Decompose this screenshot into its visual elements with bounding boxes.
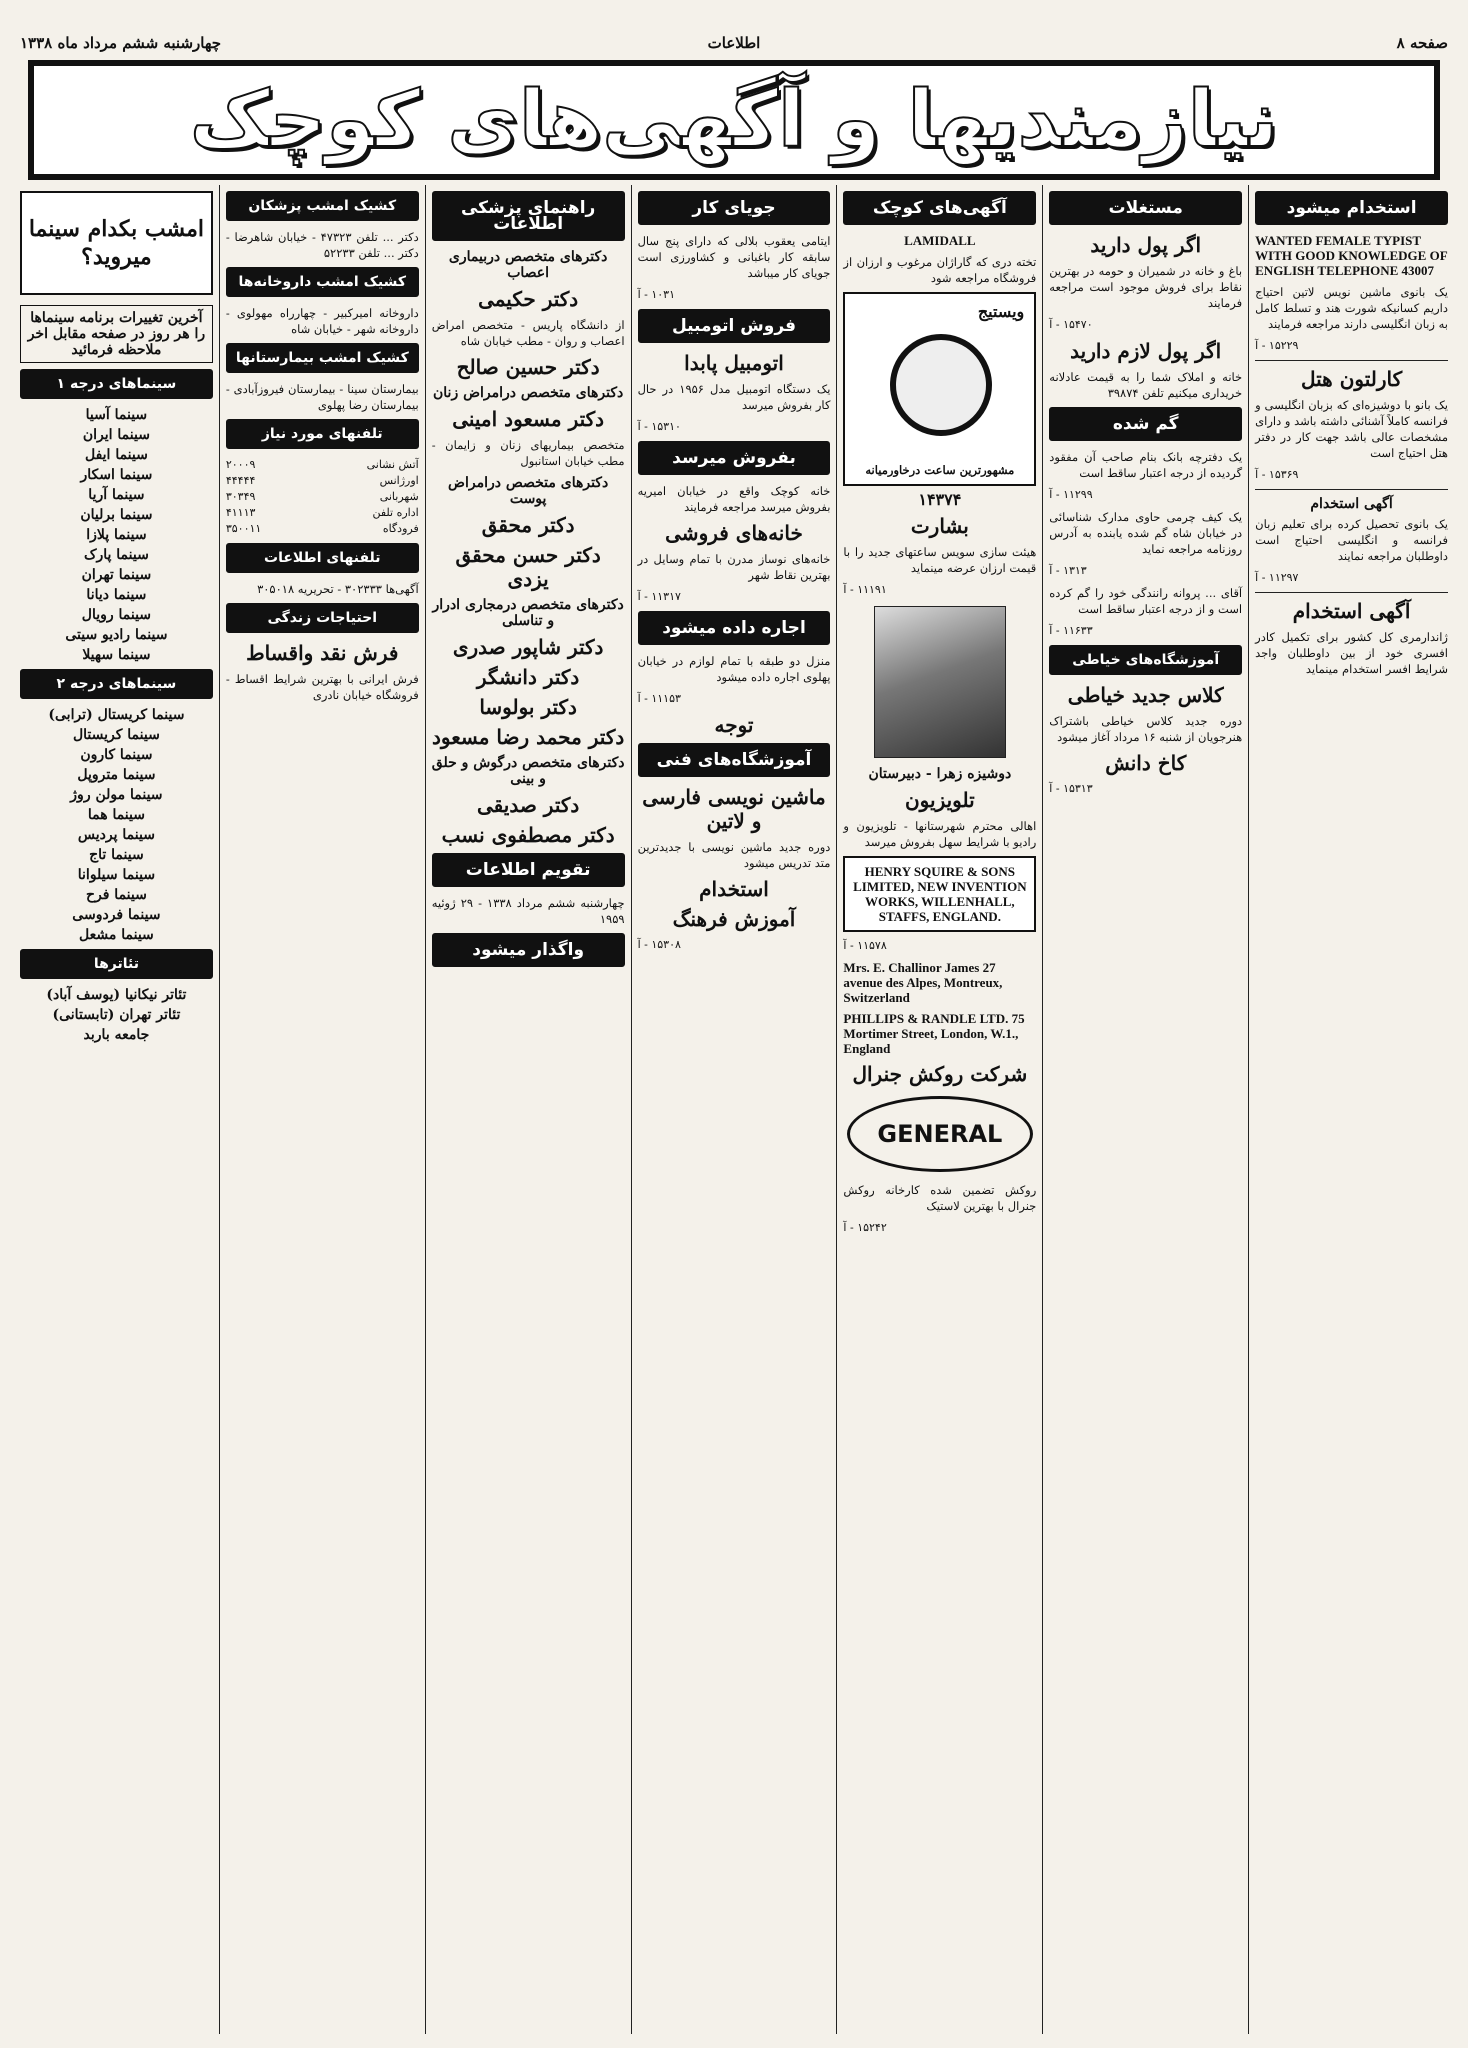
cinema-name: سینما پلازا	[86, 527, 147, 543]
columns	[14, 185, 1454, 2034]
section-head-cinemas-1: سینماهای درجه ۱	[20, 369, 213, 399]
cinema-name: سینما پارک	[83, 547, 149, 563]
cinema-note: آخرین تغییرات برنامه سینماها را هر روز در صفحه مقابل اخر ملاحظه فرمائید	[20, 305, 213, 363]
ad-text: یک دستگاه اتومبیل مدل ۱۹۵۶ در حال کار بفروش میرسد	[637, 382, 831, 412]
ad-text: باغ و خانه در شمیران و حومه در بهترین نقاط برای فروش موجود است مراجعه فرمایند	[1049, 264, 1243, 310]
ad-text: یک دفترچه بانک بنام صاحب آن مفقود گردیده از درجه اعتبار ساقط است	[1049, 450, 1243, 480]
ad-ref: ۱۱۵۷۸ - آ	[843, 939, 887, 952]
divider	[1255, 360, 1448, 361]
ad-text: یک بانوی تحصیل کرده برای تعلیم زبان فرانسه و انگلیسی احتیاج است داوطلبان مراجعه نمایند	[1255, 517, 1448, 563]
column-cinemas	[14, 185, 219, 2034]
ad-title: آموزش فرهنگ	[672, 907, 796, 931]
ad-title: دکترهای متخصص درمجاری ادرار و تناسلی	[432, 597, 624, 629]
photo-caption: دوشیزه زهرا - دبیرستان	[868, 766, 1012, 782]
ad-title: توجه	[714, 713, 754, 737]
ad-title: آگهی استخدام	[1310, 496, 1393, 512]
cinema-name: سینما دیانا	[86, 587, 147, 603]
cinema-name: سینما ایران	[82, 427, 150, 443]
section-head-for-sale: بفروش میرسد	[638, 441, 831, 475]
ad-text: آگهی‌ها ۳۰۲۳۳۳ - تحریریه ۳۰۵۰۱۸	[257, 582, 419, 596]
phone-number: ۲۰۰۰۹	[225, 458, 256, 471]
issue-date: چهارشنبه ششم مرداد ماه ۱۳۳۸	[20, 34, 222, 52]
ad-title: کارلتون هتل	[1301, 367, 1403, 391]
phone-label: فرودگاه	[382, 522, 419, 535]
ad-ref: ۱۵۳۱۰ - آ	[637, 420, 681, 433]
watch-ad	[843, 292, 1036, 486]
section-head-calendar: تقویم اطلاعات	[432, 853, 625, 887]
section-head-medical: راهنمای پزشکی اطلاعات	[432, 191, 625, 241]
phone-row	[226, 473, 419, 489]
section-head-real-estate: مستغلات	[1049, 191, 1242, 225]
ad-title: بشارت	[910, 514, 969, 538]
phone-number: ۴۱۱۱۳	[225, 506, 256, 519]
cinema-name: سینما برلیان	[80, 507, 153, 523]
section-head-theatres: تئاترها	[20, 949, 213, 979]
ad-title: استخدام	[699, 877, 769, 901]
general-logo: GENERAL	[847, 1096, 1033, 1172]
ad-text: یک بانو با دوشیزه‌ای که بزبان انگلیسی و فرانسه کاملاً آشنائی داشته باشد و دارای مشخصات عالی باشد جهت کار در دفتر هتل احتیاج است	[1255, 398, 1448, 460]
cinema-name: سینما فردوسی	[72, 907, 161, 923]
phone-number: ۳۵۰۰۱۱	[225, 522, 262, 535]
ad-text: فرش ایرانی با بهترین شرایط اقساط - فروشگاه خیابان نادری	[225, 672, 419, 702]
ad-text: دوره جدید کلاس خیاطی باشتراک هنرجویان از شنبه ۱۶ مرداد آغاز میشود	[1049, 714, 1243, 744]
page-label: صفحه ۸	[1396, 34, 1448, 52]
column-employment	[1248, 185, 1454, 2034]
cinema-name: سینما کریستال (ترابی)	[48, 707, 185, 723]
ad-title: کاخ دانش	[1105, 751, 1187, 775]
phone-row	[226, 505, 419, 521]
cinema-name: سینما تهران	[81, 567, 152, 583]
section-head-employment: استخدام میشود	[1255, 191, 1448, 225]
section-head-transfer: واگذار میشود	[432, 933, 625, 967]
phone-number: ۴۴۴۴۴	[225, 474, 256, 487]
ad-text: ژاندارمری کل کشور برای تکمیل کادر افسری خود از بین داوطلبان واجد شرایط افسر استخدام مینماید	[1255, 630, 1448, 676]
phone-row	[226, 489, 419, 505]
english-ad: WANTED FEMALE TYPIST WITH GOOD KNOWLEDGE OF ENGLISH TELEPHONE 43007	[1255, 233, 1448, 278]
ad-text: دکتر ... تلفن ۴۷۳۲۳ - خیابان شاهرضا - دکتر ... تلفن ۵۲۲۳۳	[225, 230, 419, 260]
phone-number: ۳۰۳۴۹	[225, 490, 256, 503]
section-head-info-phones: تلفنهای اطلاعات	[226, 543, 419, 573]
top-line	[20, 34, 1448, 56]
phone-label: شهربانی	[379, 490, 419, 503]
ad-text: منزل دو طبقه با تمام لوازم در خیابان پهلوی اجاره داده میشود	[637, 654, 831, 684]
ad-text: دوره جدید ماشین نویسی با جدیدترین متد تدریس میشود	[637, 840, 831, 870]
ad-ref: ۱۱۳۱۷ - آ	[637, 590, 681, 603]
column-night-duty	[219, 185, 425, 2034]
column-medical-guide	[425, 185, 631, 2034]
section-head-pharmacies: کشیک امشب داروخانه‌ها	[226, 267, 419, 297]
ad-title: دکتر شاپور صدری	[452, 635, 604, 659]
cinema-name: سینما تاج	[89, 847, 144, 863]
watch-caption: مشهورترین ساعت درخاورمیانه	[865, 463, 1015, 477]
section-head-tech-schools: آموزشگاه‌های فنی	[638, 743, 831, 777]
ad-title: دکتر مسعود امینی	[452, 407, 605, 431]
cinema-name: سینما ایفل	[84, 447, 148, 463]
ad-text: روکش تضمین شده کارخانه روکش جنرال با بهترین لاستیک	[843, 1183, 1037, 1213]
cinema-name: سینما رادیو سیتی	[65, 627, 168, 643]
ad-text: تخته دری که گاراژان مرغوب و ارزان از فروشگاه مراجعه شود	[843, 255, 1037, 285]
divider	[1255, 592, 1448, 593]
ad-ref: ۱۰۳۱ - آ	[637, 288, 675, 301]
ad-title: تلویزیون	[904, 788, 975, 812]
ad-title: اگر پول لازم دارید	[1070, 339, 1222, 363]
ad-title: خانه‌های فروشی	[665, 521, 803, 545]
cinema-name: سینما متروپل	[77, 767, 156, 783]
ad-ref: ۱۵۴۷۰ - آ	[1049, 318, 1093, 331]
ad-ref: ۱۳۱۳ - آ	[1049, 564, 1087, 577]
ad-title: دکتر دانشگر	[476, 665, 580, 689]
phone-row	[226, 457, 419, 473]
ad-title: دکتر مصطفوی نسب	[441, 823, 615, 847]
phone-row	[226, 521, 419, 537]
english-ad: LAMIDALL	[904, 233, 976, 248]
ad-text: ایتامی یعقوب بلالی که دارای پنج سال سابقه کار باغبانی و کشاورزی است جویای کار میباشد	[637, 234, 831, 280]
ad-text: از دانشگاه پاریس - متخصص امراض اعصاب و روان - مطب خیابان شاه	[431, 318, 625, 348]
ad-title: دکترهای متخصص دربیماری اعصاب	[448, 249, 608, 281]
ad-title: اگر پول دارید	[1090, 233, 1202, 257]
cinema-question-box: امشب بکدام سینما میروید؟	[20, 191, 213, 295]
ad-title: شرکت روکش جنرال	[852, 1062, 1028, 1086]
ad-text: اهالی محترم شهرستانها - تلویزیون و رادیو با شرایط سهل بفروش میرسد	[843, 819, 1037, 849]
ad-title: آگهی استخدام	[1292, 599, 1411, 623]
ad-text: بیمارستان سینا - بیمارستان فیروزآبادی - بیمارستان رضا پهلوی	[225, 382, 419, 412]
ad-title: دکترهای متخصص درگوش و حلق و بینی	[431, 755, 625, 787]
ad-title: اتومبیل پابدا	[684, 351, 784, 375]
ad-ref: ۱۱۲۹۹ - آ	[1049, 488, 1093, 501]
phone-label: اورژانس	[379, 474, 419, 487]
divider	[1255, 489, 1448, 490]
section-head-hospitals: کشیک امشب بیمارستانها	[226, 343, 419, 373]
cinema-name: سینما اسکار	[80, 467, 153, 483]
cinema-name: سینما سهیلا	[82, 647, 151, 663]
theatre-name: جامعه باربد	[83, 1027, 150, 1043]
ad-ref: ۱۴۳۷۴	[918, 490, 962, 509]
english-ad: Mrs. E. Challinor James 27 avenue des Alpes, Montreux, Switzerland	[843, 960, 1003, 1005]
ad-text: داروخانه امیرکبیر - چهارراه مهولوی - داروخانه شهر - خیابان شاه	[225, 306, 419, 336]
cinema-name: سینما مولن روژ	[70, 787, 163, 803]
paper-name: اطلاعات	[707, 34, 761, 52]
ad-title: دکتر محمد رضا مسعود	[432, 725, 625, 749]
portrait-photo	[874, 606, 1006, 758]
section-head-cinemas-2: سینماهای درجه ۲	[20, 669, 213, 699]
cinema-name: سینما آریا	[88, 487, 145, 503]
ad-title: دکترهای متخصص درامراض زنان	[433, 385, 624, 401]
cinema-name: سینما فرح	[85, 887, 147, 903]
section-head-lost: گم شده	[1049, 407, 1242, 441]
cinema-name: سینما کریستال	[72, 727, 160, 743]
phone-label: اداره تلفن	[372, 506, 419, 519]
watch-brand: ویستیج	[977, 302, 1025, 321]
ad-ref: ۱۱۱۹۱ - آ	[843, 583, 887, 596]
ad-title: دکتر حکیمی	[478, 287, 579, 311]
theatre-name: تئاتر تهران (تابستانی)	[52, 1007, 181, 1023]
ad-text: یک بانوی ماشین نویس لاتین احتیاج داریم کسانیکه شورت هند و تسلط کامل به زبان انگلیسی دارند مراجعه فرمایند	[1255, 285, 1448, 331]
ad-text: آقای ... پروانه رانندگی خود را گم کرده است و از درجه اعتبار ساقط است	[1049, 586, 1243, 616]
cinema-name: سینما کارون	[80, 747, 153, 763]
section-head-tailoring: آموزشگاه‌های خیاطی	[1049, 645, 1242, 675]
ad-text: یک کیف چرمی حاوی مدارک شناسائی در خیابان شاه گم شده یابنده به آدرس روزنامه مراجعه نماید	[1049, 510, 1243, 556]
section-head-living-needs: احتیاجات زندگی	[226, 603, 419, 633]
section-head-doctors-on-call: کشیک امشب پزشکان	[226, 191, 419, 221]
cinema-name: سینما سیلوانا	[77, 867, 156, 883]
ad-title: دکترهای متخصص درامراض پوست	[448, 475, 609, 507]
section-head-phones: تلفنهای مورد نیاز	[226, 419, 419, 449]
ad-text: خانه کوچک واقع در خیابان امیریه بفروش میرسد مراجعه فرمایند	[637, 484, 831, 514]
ad-title: ماشین نویسی فارسی و لاتین	[642, 785, 826, 833]
ad-ref: ۱۱۶۳۳ - آ	[1049, 624, 1093, 637]
cinema-name: سینما هما	[87, 807, 145, 823]
column-small-ads	[836, 185, 1042, 2034]
section-head-for-rent: اجاره داده میشود	[638, 611, 831, 645]
ad-ref: ۱۵۲۲۹ - آ	[1255, 339, 1299, 352]
ad-text: متخصص بیماریهای زنان و زایمان - مطب خیابان استانبول	[431, 438, 625, 468]
phone-label: آتش نشانی	[366, 458, 419, 471]
cinema-name: سینما آسیا	[85, 407, 148, 423]
cinema-name: سینما پردیس	[77, 827, 155, 843]
section-head-car-sale: فروش اتومبیل	[638, 309, 831, 343]
ad-text: خانه و املاک شما را به قیمت عادلانه خریداری میکنیم تلفن ۳۹۸۷۴	[1049, 370, 1243, 400]
ad-ref: ۱۵۳۰۸ - آ	[637, 938, 681, 951]
section-head-small-ads: آگهی‌های کوچک	[843, 191, 1036, 225]
ad-title: کلاس جدید خیاطی	[1067, 683, 1224, 707]
ad-title: فرش نقد واقساط	[246, 641, 399, 665]
column-real-estate	[1042, 185, 1248, 2034]
ad-ref: ۱۵۲۴۲ - آ	[843, 1221, 887, 1234]
ad-ref: ۱۱۲۹۷ - آ	[1255, 571, 1299, 584]
ad-title: دکتر حسین صالح	[456, 355, 600, 379]
ad-title: دکتر صدیقی	[476, 793, 580, 817]
ad-text: هیئت سازی سویس ساعتهای جدید را با قیمت ارزان عرضه مینماید	[843, 545, 1037, 575]
cinema-name: سینما رویال	[81, 607, 152, 623]
ad-text: خانه‌های نوساز مدرن با تمام وسایل در بهترین نقاط شهر	[637, 552, 831, 582]
watch-icon	[890, 334, 992, 436]
ad-ref: ۱۵۳۶۹ - آ	[1255, 468, 1299, 481]
column-job-seekers	[631, 185, 837, 2034]
ad-title: دکتر حسن محقق یزدی	[455, 543, 601, 591]
english-ad: HENRY SQUIRE & SONS LIMITED, NEW INVENTION WORKS, WILLENHALL, STAFFS, ENGLAND.	[843, 856, 1036, 932]
theatre-name: تئاتر نیکانیا (یوسف آباد)	[46, 987, 187, 1003]
cinema-name: سینما مشعل	[79, 927, 154, 943]
ad-title: دکتر محقق	[481, 513, 575, 537]
calendar-text: چهارشنبه ششم مرداد ۱۳۳۸ - ۲۹ ژوئیه ۱۹۵۹	[431, 896, 625, 926]
ad-ref: ۱۵۳۱۳ - آ	[1049, 782, 1093, 795]
ad-ref: ۱۱۱۵۳ - آ	[637, 692, 681, 705]
section-head-job-seekers: جویای کار	[638, 191, 831, 225]
ad-title: دکتر بولوسا	[479, 695, 577, 719]
english-ad: PHILLIPS & RANDLE LTD. 75 Mortimer Street, London, W.1., England	[843, 1011, 1025, 1056]
section-banner: نیازمندیها و آگهی‌های کوچک	[28, 60, 1440, 180]
